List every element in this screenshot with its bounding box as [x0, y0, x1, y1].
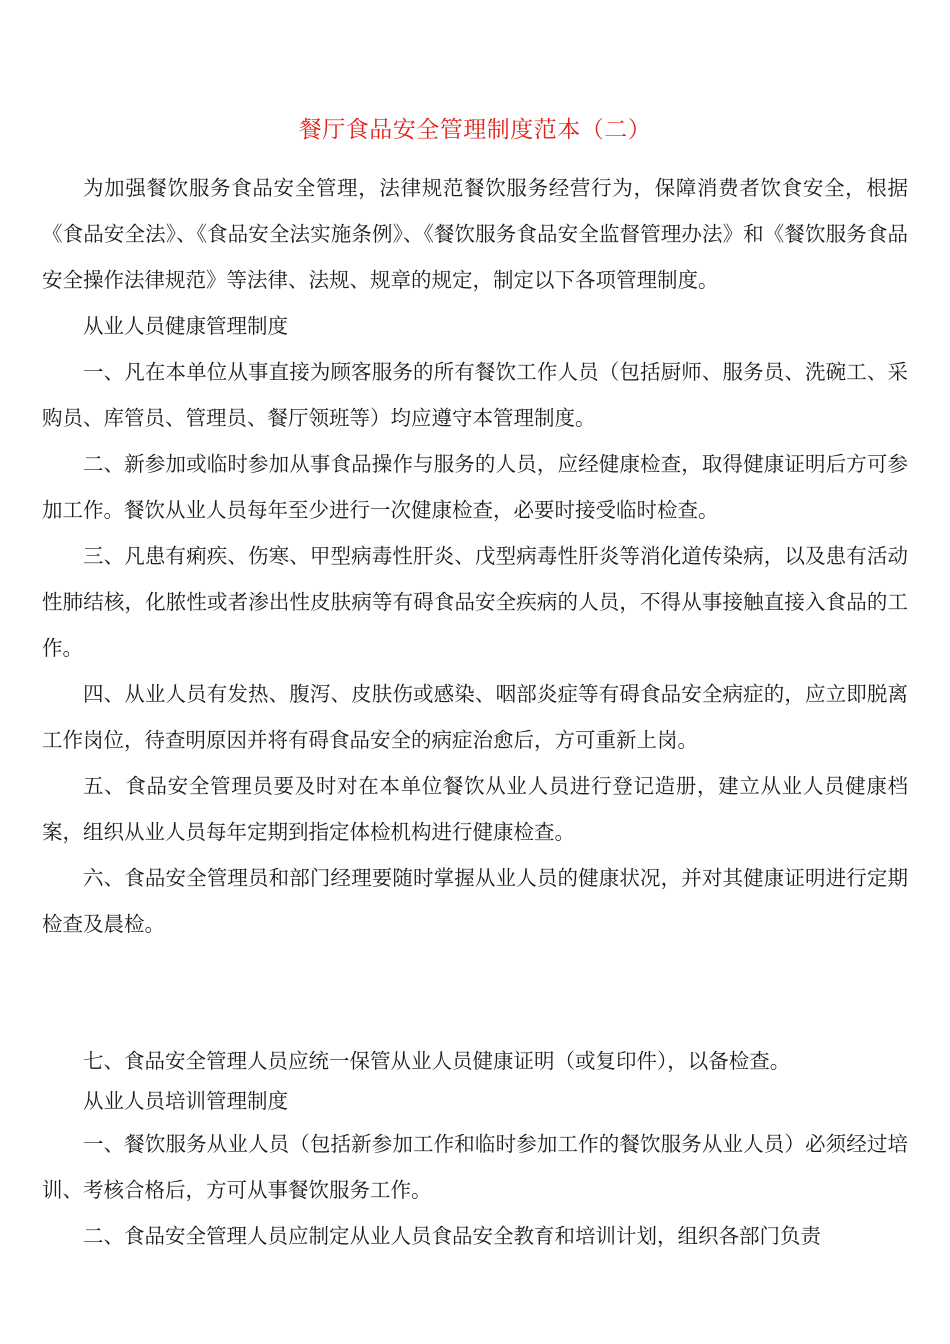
- training-item-1: 一、餐饮服务从业人员（包括新参加工作和临时参加工作的餐饮服务从业人员）必须经过培训、考核合格后，方可从事餐饮服务工作。: [42, 1132, 908, 1202]
- document-body: [42, 165, 908, 1259]
- intro-paragraph: 为加强餐饮服务食品安全管理，法律规范餐饮服务经营行为，保障消费者饮食安全，根据《食品安全法》、《食品安全法实施条例》、《餐饮服务食品安全监督管理办法》和《餐饮服务食品安全操作法律规范》等法律、法规、规章的规定，制定以下各项管理制度。: [42, 176, 908, 292]
- section-heading-health: 从业人员健康管理制度: [83, 314, 288, 338]
- health-item-2: 二、新参加或临时参加从事食品操作与服务的人员，应经健康检查，取得健康证明后方可参加工作。餐饮从业人员每年至少进行一次健康检查，必要时接受临时检查。: [42, 452, 908, 522]
- health-item-6: 六、食品安全管理员和部门经理要随时掌握从业人员的健康状况，并对其健康证明进行定期检查及晨检。: [42, 866, 908, 936]
- page-gap: [42, 947, 908, 1041]
- training-item-2: 二、食品安全管理人员应制定从业人员食品安全教育和培训计划，组织各部门负责: [83, 1224, 821, 1248]
- health-item-3: 三、凡患有痢疾、伤寒、甲型病毒性肝炎、戊型病毒性肝炎等消化道传染病，以及患有活动性肺结核，化脓性或者渗出性皮肤病等有碍食品安全疾病的人员，不得从事接触直接入食品的工作。: [42, 544, 908, 660]
- health-item-4: 四、从业人员有发热、腹泻、皮肤伤或感染、咽部炎症等有碍食品安全病症的，应立即脱离工作岗位，待查明原因并将有碍食品安全的病症治愈后，方可重新上岗。: [42, 682, 908, 752]
- health-item-1: 一、凡在本单位从事直接为顾客服务的所有餐饮工作人员（包括厨师、服务员、洗碗工、采购员、库管员、管理员、餐厅领班等）均应遵守本管理制度。: [42, 360, 908, 430]
- document-title: 餐厅食品安全管理制度范本（二）: [298, 117, 652, 143]
- health-item-7: 七、食品安全管理人员应统一保管从业人员健康证明（或复印件），以备检查。: [83, 1049, 791, 1073]
- section-heading-training: 从业人员培训管理制度: [83, 1089, 288, 1113]
- health-item-5: 五、食品安全管理员要及时对在本单位餐饮从业人员进行登记造册，建立从业人员健康档案，组织从业人员每年定期到指定体检机构进行健康检查。: [42, 774, 908, 844]
